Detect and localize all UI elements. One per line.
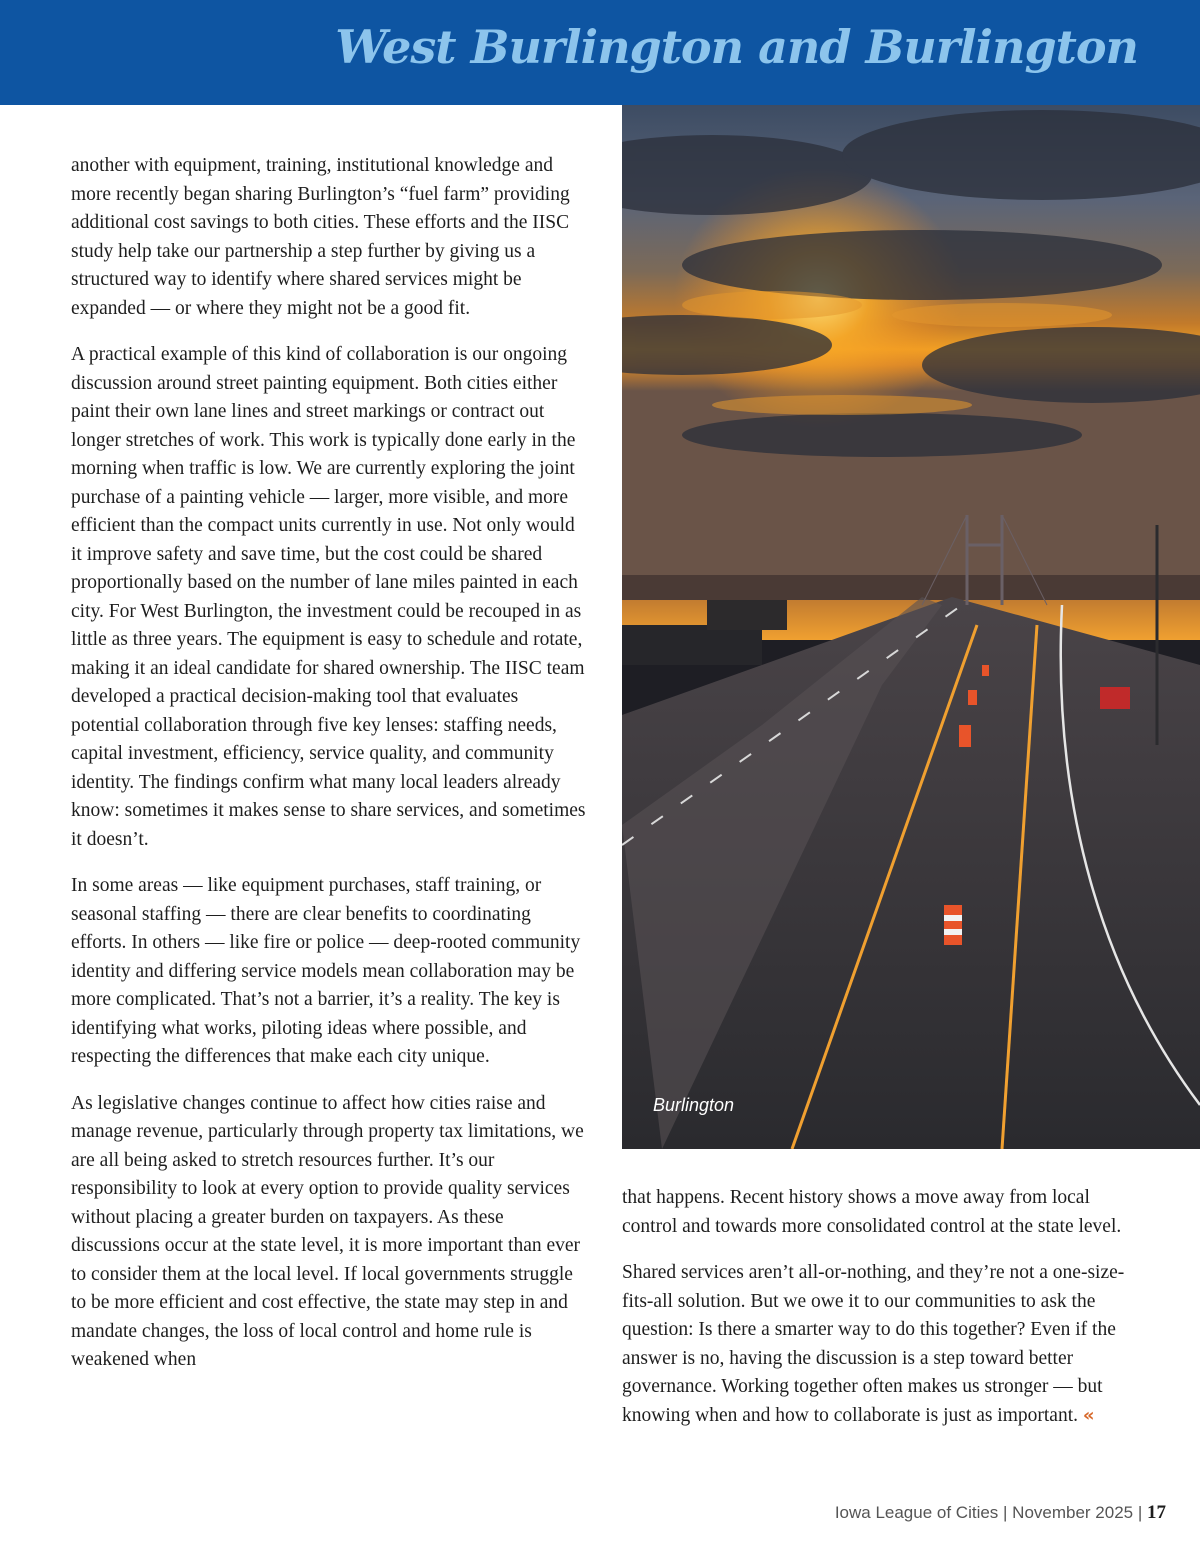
paragraph: A practical example of this kind of collaboration is our ongoing discussion around street painting equipment. Both cities either paint their own lane lines and street markings or contract out longer stretches of work. This work is typically done early in the morning when traffic is low. We are currently exploring the joint purchase of a painting vehicle — larger, more visible, and more efficient than the compact units currently in use. Not only would it improve safety and save time, but the cost could be shared proportionally based on the number of lane miles painted in each city. For West Burlington, the investment could be recouped in as little as three years. The equipment is easy to schedule and rotate, making it an ideal candidate for shared ownership. The IISC team developed a practical decision-making tool that evaluates potential collaboration through five key lenses: staffing needs, capital investment, efficiency, service quality, and community identity. The findings confirm what many local leaders already know: sometimes it makes sense to share services, and sometimes it doesn’t. bbox=[71, 344, 586, 850]
paragraph-text: Shared services aren’t all-or-nothing, and they’re not a one-size-fits-all solution. But we owe it to our communities to ask the question: Is there a smarter way to do this together? Even if the answer is no, having the discussion is a step toward better governance. Working together often makes us stronger — but knowing when and how to collaborate is just as important. bbox=[622, 1262, 1125, 1426]
paragraph-final bbox=[622, 1259, 1137, 1430]
page-footer bbox=[835, 1502, 1166, 1524]
paragraph: As legislative changes continue to affect how cities raise and manage revenue, particularly through property tax limitations, we are all being asked to stretch resources further. It’s our responsibility to look at every option to provide quality services without placing a greater burden on taxpayers. As these discussions occur at the state level, it is more important than ever to consider them at the local level. If local governments struggle to be more efficient and cost effective, the state may step in and mandate changes, the loss of local control and home rule is weakened when bbox=[71, 1092, 584, 1370]
header-banner bbox=[0, 0, 1200, 105]
photo-illustration bbox=[622, 105, 1200, 1149]
paragraph: another with equipment, training, institutional knowledge and more recently began sharing Burlington’s “fuel farm” providing additional cost savings to both cities. These efforts and the IISC study help take our partnership a step further by giving us a structured way to identify where shared services might be expanded — or where they might not be a good fit. bbox=[71, 155, 570, 319]
section-title: West Burlington and Burlington bbox=[335, 20, 1138, 74]
publication-info: Iowa League of Cities | November 2025 | bbox=[834, 1503, 1147, 1522]
right-column bbox=[622, 1184, 1137, 1448]
end-mark-icon: « bbox=[1082, 1404, 1095, 1426]
left-column bbox=[71, 152, 586, 1393]
paragraph: that happens. Recent history shows a move away from local control and towards more consolidated control at the state level. bbox=[622, 1187, 1122, 1237]
bridge-sunset-photo bbox=[622, 105, 1200, 1149]
photo-caption: Burlington bbox=[653, 1095, 735, 1115]
paragraph: In some areas — like equipment purchases, staff training, or seasonal staffing — there are clear benefits to coordinating efforts. In others — like fire or police — deep-rooted community identity and differing service models mean collaboration may be more complicated. That’s not a barrier, it’s a reality. The key is identifying what works, piloting ideas where possible, and respecting the differences that make each city unique. bbox=[71, 875, 581, 1067]
page-number: 17 bbox=[1147, 1502, 1166, 1523]
